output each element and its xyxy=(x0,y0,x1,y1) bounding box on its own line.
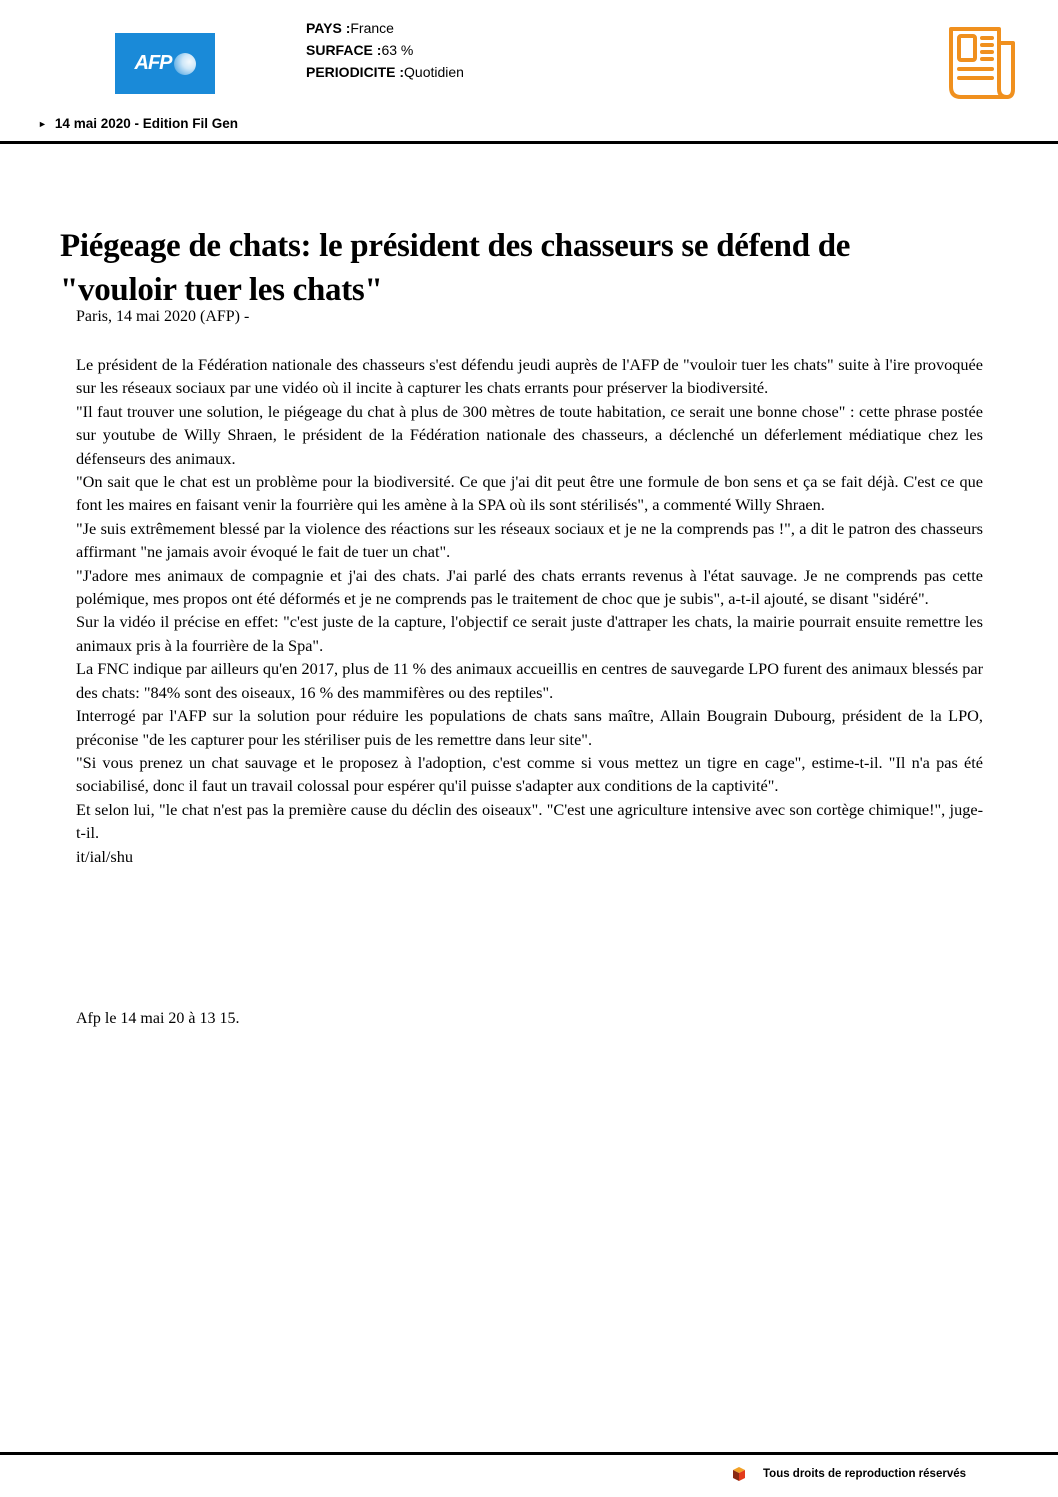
copyright-text: Tous droits de reproduction réservés xyxy=(763,1468,967,1480)
footer-divider xyxy=(0,1452,1058,1455)
newspaper-icon xyxy=(945,23,1025,103)
article-paragraph: Sur la vidéo il précise en effet: "c'est juste de la capture, l'objectif ce serait juste d'attraper les chats, la mairie pourrait ensuite remettre les animaux pris à la fourrière de la Spa". xyxy=(76,612,983,655)
article-footer: Afp le 14 mai 20 à 13 15. xyxy=(76,1010,240,1027)
article-paragraph: "Il faut trouver une solution, le piégeage du chat à plus de 300 mètres de toute habitation, ce serait une bonne chose" : cette phrase postée sur youtube de Willy Shraen, le président de la Fédération nationale des chasseurs, a déclenché un déferlement médiatique chez les défenseurs des animaux. xyxy=(76,401,983,468)
meta-value: Quotidien xyxy=(404,64,464,80)
meta-value: 63 % xyxy=(381,42,414,58)
edition-text: 14 mai 2020 - Edition Fil Gen xyxy=(54,116,238,131)
meta-country xyxy=(306,17,464,39)
article-title: Piégeage de chats: le président des chasseurs se défend de "vouloir tuer les chats" xyxy=(60,228,851,308)
copyright-notice xyxy=(732,1466,966,1482)
article-paragraph: Interrogé par l'AFP sur la solution pour réduire les populations de chats sans maître, Allain Bougrain Dubourg, président de la LPO, préconise "de les capturer pour les stériliser puis de les remettre dans leur site". xyxy=(76,706,983,749)
header-divider xyxy=(0,141,1058,144)
article-paragraph: Le président de la Fédération nationale des chasseurs s'est défendu jeudi auprès de l'AFP de "vouloir tuer les chats" suite à l'ire provoquée sur les réseaux sociaux par une vidéo où il incite à capturer les chats errants pour préserver la biodiversité. xyxy=(76,355,983,398)
article-paragraph: "J'adore mes animaux de compagnie et j'ai des chats. J'ai parlé des chats errants revenus à l'état sauvage. Je ne comprends pas cette polémique, mes propos ont été déformés et je ne comprends pas le traitement de choc que je subis", a-t-il ajouté, se disant "sidéré". xyxy=(76,565,983,609)
article-paragraph: "Je suis extrêmement blessé par la violence des réactions sur les réseaux sociaux et je ne la comprends pas !", a dit le patron des chasseurs affirmant "ne jamais avoir évoqué le fait de tuer un chat". xyxy=(76,518,983,562)
afp-logo-text: AFP xyxy=(134,52,172,74)
publication-meta xyxy=(306,17,464,83)
cube-icon xyxy=(732,1466,746,1482)
article-paragraph: Et selon lui, "le chat n'est pas la première cause du déclin des oiseaux". "C'est une agriculture intensive avec son cortège chimique!", juge-t-il. xyxy=(76,799,983,843)
meta-label: PERIODICITE : xyxy=(306,64,405,80)
meta-label: SURFACE : xyxy=(306,42,382,58)
article-paragraph: La FNC indique par ailleurs qu'en 2017, plus de 11 % des animaux accueillis en centres de sauvegarde LPO furent des animaux blessés par des chats: "84% sont des oiseaux, 16 % des mammifères ou des reptiles". xyxy=(76,659,983,702)
article-paragraph: "On sait que le chat est un problème pour la biodiversité. Ce que j'ai dit peut être une formule de bon sens et ça se fait déjà. C'est ce que font les maires en faisant venir la fourrière qui les amène à la SPA où ils sont stérilisés", a commenté Willy Shraen. xyxy=(76,472,983,515)
triangle-right-icon: ► xyxy=(38,119,47,129)
edition-line xyxy=(38,116,238,131)
meta-value: France xyxy=(350,20,394,36)
article-body xyxy=(76,353,983,868)
meta-label: PAYS : xyxy=(306,20,351,36)
globe-icon xyxy=(174,53,196,75)
meta-periodicity xyxy=(306,61,464,83)
article-dateline: Paris, 14 mai 2020 (AFP) - xyxy=(76,308,250,325)
article-paragraph: "Si vous prenez un chat sauvage et le proposez à l'adoption, c'est comme si vous mettez un tigre en cage", estime-t-il. "Il n'a pas été sociabilisé, donc il faut un travail colossal pour espérer qu'il puisse s'adapter aux conditions de la captivité". xyxy=(76,752,983,796)
meta-surface xyxy=(306,39,464,61)
afp-logo xyxy=(115,33,215,94)
article-signature: it/ial/shu xyxy=(76,846,133,866)
